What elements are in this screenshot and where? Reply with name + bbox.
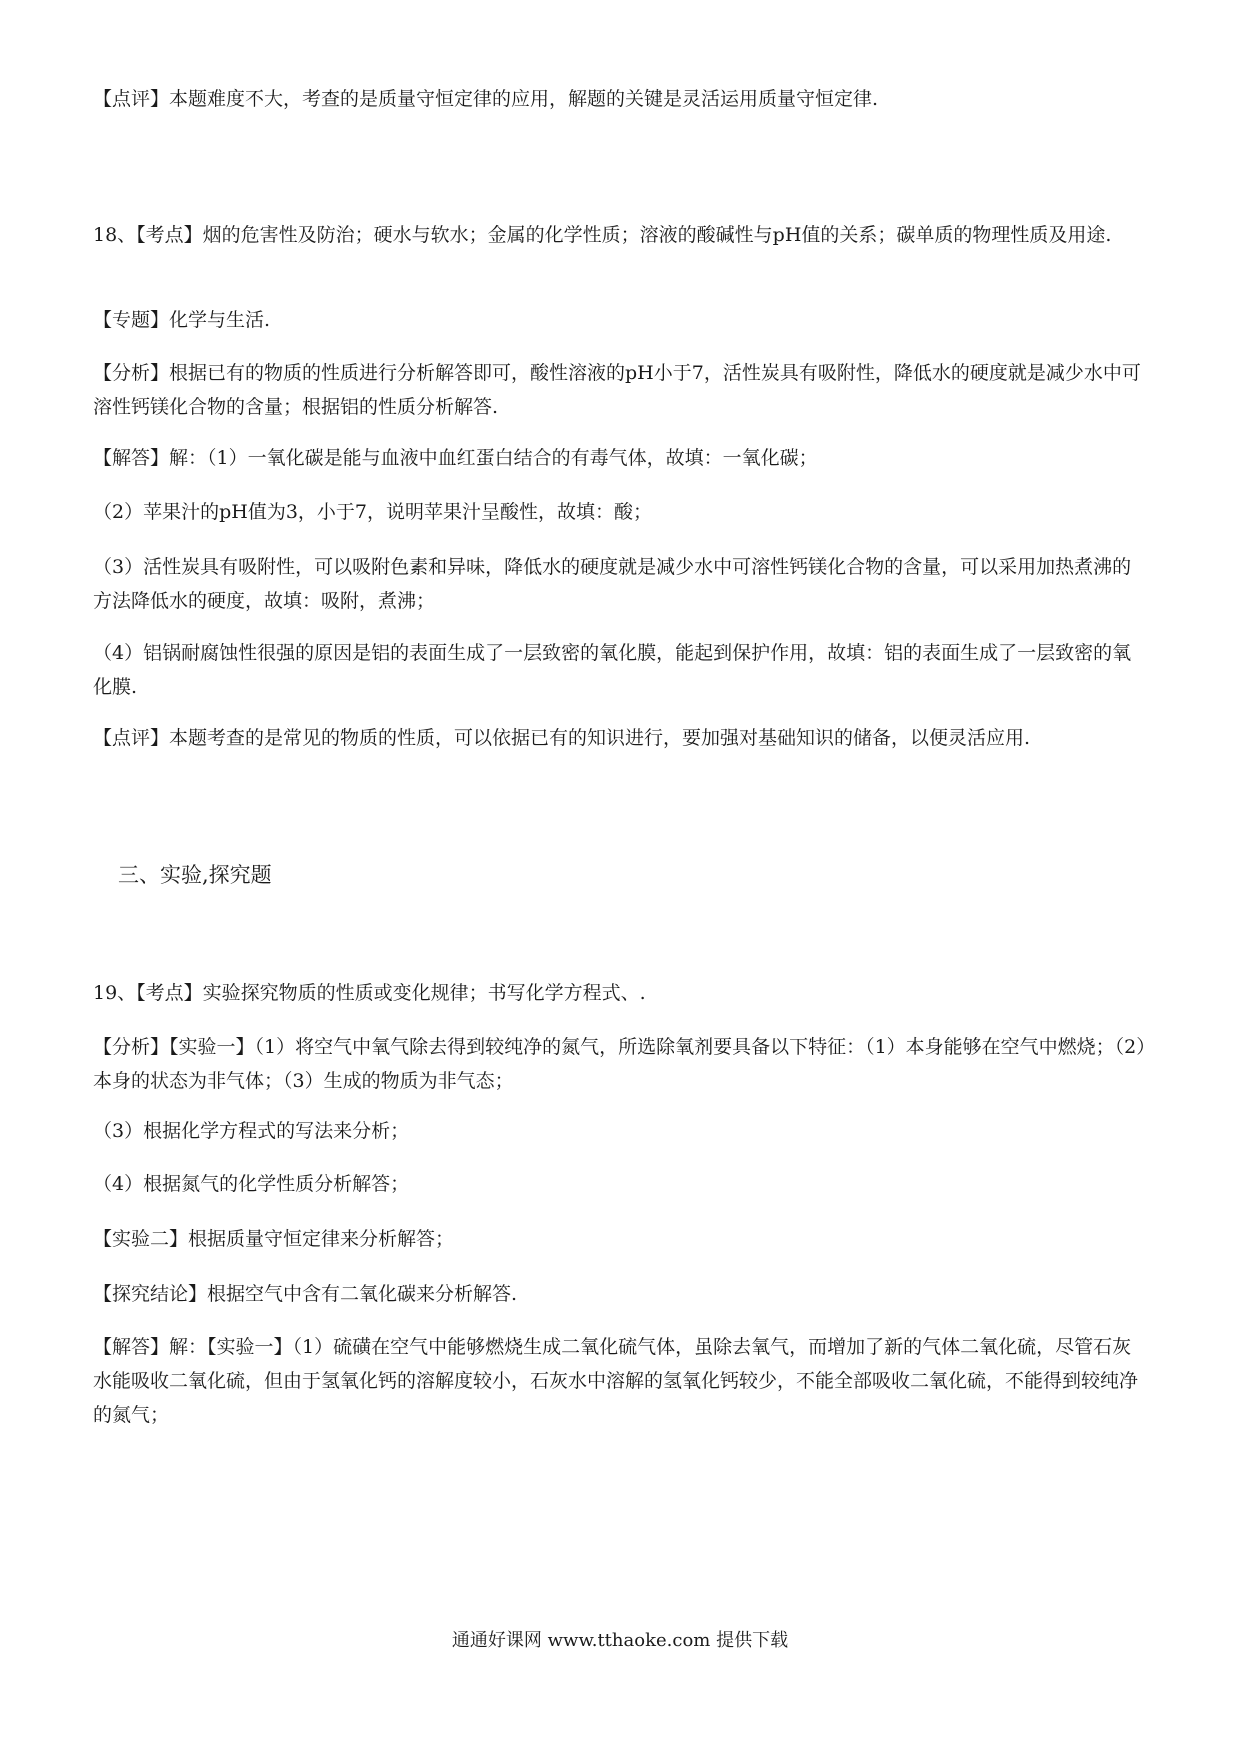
q19-analysis-paragraph: 【分析】【实验一】（1）将空气中氧气除去得到较纯净的氮气，所选除氧剂要具备以下特征：（1）本身能够在空气中燃烧；（2）本身的状态为非气体；（3）生成的物质为非气态； <box>93 1036 1146 1092</box>
q18-comment-paragraph: 【点评】本题考查的是常见的物质的性质，可以依据已有的知识进行，要加强对基础知识的储备，以便灵活应用. <box>93 727 1031 749</box>
q19-analysis-3-paragraph: （3）根据化学方程式的写法来分析； <box>93 1120 410 1142</box>
section-heading: 三、实验,探究题 <box>118 863 272 887</box>
page-footer: 通通好课网 www.tthaoke.com 提供下载 <box>451 1630 789 1651</box>
q18-topic-paragraph: 18、【考点】烟的危害性及防治；硬水与软水；金属的化学性质；溶液的酸碱性与pH值的关系；碳单质的物理性质及用途. <box>93 224 1112 246</box>
q19-conclusion-paragraph: 【探究结论】根据空气中含有二氧化碳来分析解答. <box>93 1283 518 1305</box>
q19-answer-paragraph: 【解答】解：【实验一】（1）硫磺在空气中能够燃烧生成二氧化硫气体，虽除去氧气，而增加了新的气体二氧化硫，尽管石灰水能吸收二氧化硫，但由于氢氧化钙的溶解度较小，石灰水中溶解的氢氧化钙较少，不能全部吸收二氧化硫，不能得到较纯净的氮气； <box>93 1336 1139 1426</box>
q18-answer-paragraph: 【解答】解：（1）一氧化碳是能与血液中血红蛋白结合的有毒气体，故填：一氧化碳； <box>93 447 818 469</box>
q19-experiment-2-paragraph: 【实验二】根据质量守恒定律来分析解答； <box>93 1228 455 1250</box>
q18-answer-3-paragraph: （3）活性炭具有吸附性，可以吸附色素和异味，降低水的硬度就是减少水中可溶性钙镁化合物的含量，可以采用加热煮沸的方法降低水的硬度，故填：吸附，煮沸； <box>93 556 1132 612</box>
q18-analysis-paragraph: 【分析】根据已有的物质的性质进行分析解答即可，酸性溶液的pH小于7，活性炭具有吸附性，降低水的硬度就是减少水中可溶性钙镁化合物的含量；根据铝的性质分析解答. <box>93 362 1141 418</box>
q18-answer-4-paragraph: （4）铝锅耐腐蚀性很强的原因是铝的表面生成了一层致密的氧化膜，能起到保护作用，故填：铝的表面生成了一层致密的氧化膜. <box>93 642 1132 698</box>
comment-paragraph: 【点评】本题难度不大，考查的是质量守恒定律的应用，解题的关键是灵活运用质量守恒定律. <box>93 88 879 110</box>
q18-answer-2-paragraph: （2）苹果汁的pH值为3，小于7，说明苹果汁呈酸性，故填：酸； <box>93 501 652 523</box>
q19-analysis-4-paragraph: （4）根据氮气的化学性质分析解答； <box>93 1173 410 1195</box>
q18-subject-paragraph: 【专题】化学与生活. <box>93 309 271 331</box>
q19-topic-paragraph: 19、【考点】实验探究物质的性质或变化规律；书写化学方程式、. <box>93 982 646 1004</box>
